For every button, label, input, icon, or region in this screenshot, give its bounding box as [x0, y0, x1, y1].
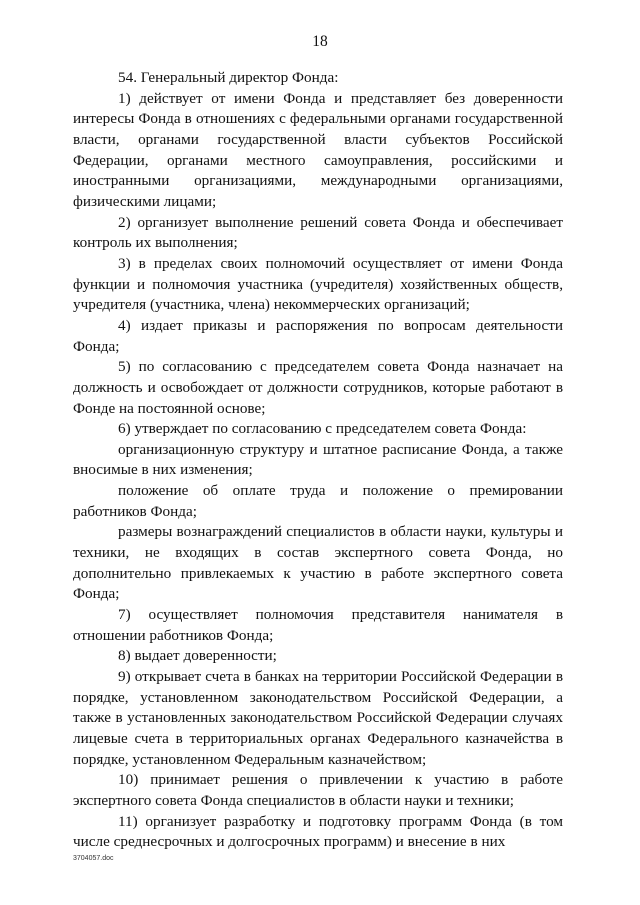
paragraph-item-6-rewards: размеры вознаграждений специалистов в области науки, культуры и техники, не входящих в состав экспертного совета Фонда, но дополнительно привлекаемых к участию в работе экспертного совета Фонда; [73, 523, 563, 603]
paragraph-item-1: 1) действует от имени Фонда и представляет без доверенности интересы Фонда в отношениях с федеральными органами государственной власти, органами государственной власти субъектов Российской Федерации, органами местного самоуправления, российскими и иностранными организациями, международными организациями, физическими лицами; [73, 89, 563, 210]
paragraph-item-10: 10) принимает решения о привлечении к участию в работе экспертного совета Фонда специалистов в области науки и техники; [73, 771, 563, 809]
paragraph-item-6-structure: организационную структуру и штатное расписание Фонда, а также вносимые в них изменения; [73, 440, 563, 479]
paragraph-item-9: 9) открывает счета в банках на территории Российской Федерации в порядке, установленном законодательством Российской Федерации, а также в установленных законодательством Российской Федерации случаях лицевые счета в территориальных органах Федерального казначейства в порядке, установленном Федеральным казначейством; [73, 668, 563, 768]
footer-file-code: 3704057.doc [73, 855, 114, 862]
document-body [73, 68, 563, 853]
paragraph-item-3: 3) в пределах своих полномочий осуществляет от имени Фонда функции и полномочия участника (учредителя) хозяйственных обществ, учредителя (участника, члена) некоммерческих организаций; [73, 254, 563, 314]
paragraph-heading-54: 54. Генеральный директор Фонда: [118, 69, 339, 86]
paragraph-item-5: 5) по согласованию с председателем совета Фонда назначает на должность и освобождает от должности сотрудников, которые работают в Фонде на постоянной основе; [73, 358, 563, 417]
paragraph-item-6: 6) утверждает по согласованию с председателем совета Фонда: [118, 420, 527, 438]
paragraph-item-4: 4) издает приказы и распоряжения по вопросам деятельности Фонда; [73, 316, 563, 355]
paragraph-item-2: 2) организует выполнение решений совета Фонда и обеспечивает контроль их выполнения; [73, 213, 563, 252]
paragraph-item-6-pay: положение об оплате труда и положение о премировании работников Фонда; [73, 482, 563, 520]
paragraph-item-8: 8) выдает доверенности; [118, 647, 277, 665]
paragraph-item-7: 7) осуществляет полномочия представителя нанимателя в отношении работников Фонда; [73, 606, 563, 644]
paragraph-item-11: 11) организует разработку и подготовку программ Фонда (в том числе среднесрочных и долгосрочных программ) и внесение в них [73, 812, 563, 851]
page-number: 18 [312, 33, 328, 50]
